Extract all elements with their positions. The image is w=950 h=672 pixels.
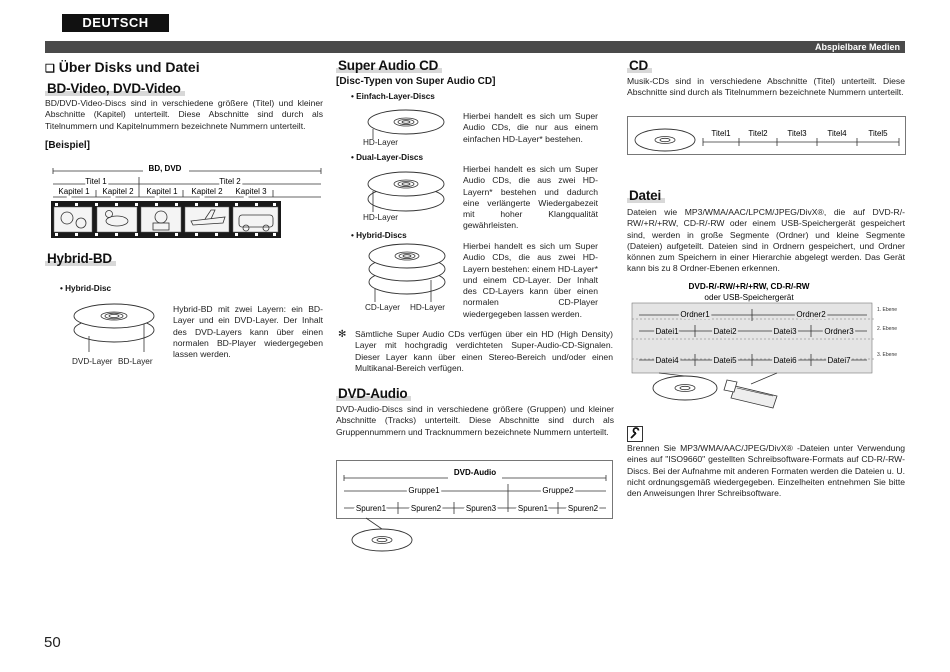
bd-title: BD-Video, DVD-Video bbox=[45, 81, 185, 96]
datei-folder-1: Ordner1 bbox=[680, 310, 710, 319]
wrench-note-icon bbox=[627, 426, 643, 442]
datei-level-2: 2. Ebene bbox=[877, 326, 898, 332]
cd-title: CD bbox=[627, 58, 652, 73]
sacd-title: Super Audio CD bbox=[336, 58, 442, 73]
datei-text: Dateien wie MP3/WMA/AAC/LPCM/JPEG/DivX®, die auf DVD-R/-RW/+R/+RW, CD-R/-RW oder einem USB-Speichergerät gespeichert sind, werden in große Segmente (Ordner) und kleine Segmente (Dateien) aufgeteilt. Dateien sind in Ordnern gespeichert, und Ordner können zum Speichern in einer Hierarchie abgelegt werden. Das Gerät kann bis zu 8 Ordner-Ebenen erkennen. bbox=[627, 207, 905, 274]
sacd-dual-label: HD-Layer bbox=[363, 213, 399, 222]
cd-diagram bbox=[627, 116, 907, 164]
sacd-single-text: Hierbei handelt es sich um Super Audio CDs, die nur aus einem einfachen HD-Layer* bestehen. bbox=[463, 111, 598, 144]
cd-track-4: Titel4 bbox=[827, 129, 847, 138]
sacd-hybrid-disc bbox=[361, 242, 453, 310]
cd-track-2: Titel2 bbox=[748, 129, 768, 138]
bd-diagram bbox=[45, 157, 325, 239]
dvd-audio-top-label: DVD-Audio bbox=[453, 468, 497, 477]
dvd-audio-track-2a: Spuren2 bbox=[410, 504, 442, 513]
sacd-subtitle: [Disc-Typen von Super Audio CD] bbox=[336, 76, 496, 87]
dvd-audio-track-2b: Spuren2 bbox=[567, 504, 599, 513]
datei-file-6: Datei6 bbox=[773, 356, 797, 365]
datei-note: Brennen Sie MP3/WMA/AAC/JPEG/DivX® -Dateien unter Verwendung eines auf "ISO9660" gestellten Schreibsoftware-Formats auf CD-R/-RW-Discs. Bei der Aufnahme mit anderen Formaten werden die Dateien u. U. nicht ordnungsgemäß wiedergegeben. Einzelheiten entnehmen Sie bitte den Anweisungen Ihrer Schreibsoftware. bbox=[627, 443, 906, 499]
hybrid-bd-title: Hybrid-BD bbox=[45, 251, 116, 266]
sacd-type-dual: • Dual-Layer-Discs bbox=[351, 153, 424, 162]
dvd-audio-track-1b: Spuren1 bbox=[517, 504, 549, 513]
language-tab: DEUTSCH bbox=[62, 14, 169, 32]
datei-diagram-title-2: oder USB-Speichergerät bbox=[704, 293, 794, 302]
bd-chapter-2a: Kapitel 2 bbox=[102, 187, 134, 196]
bd-top-label: BD, DVD bbox=[148, 164, 182, 173]
sacd-single-label: HD-Layer bbox=[363, 138, 399, 147]
cd-track-1: Titel1 bbox=[711, 129, 731, 138]
datei-file-3: Datei3 bbox=[773, 327, 797, 336]
datei-file-4: Datei4 bbox=[655, 356, 679, 365]
datei-level-1: 1. Ebene bbox=[877, 307, 898, 313]
hybrid-bd-label-bd: BD-Layer bbox=[118, 357, 153, 366]
dvd-audio-group-2: Gruppe2 bbox=[542, 486, 574, 495]
section-label: Abspielbare Medien bbox=[814, 42, 900, 52]
section-bar bbox=[45, 41, 905, 53]
datei-file-2: Datei2 bbox=[713, 327, 737, 336]
page-number: 50 bbox=[44, 634, 61, 651]
sacd-dual-text: Hierbei handelt es sich um Super Audio CDs, die aus zwei HD-Layern* bestehen und dadurch eine verlängerte Wiedergabezeit mit hoher Klangqualität gewährleisten. bbox=[463, 164, 598, 231]
example-label: [Beispiel] bbox=[45, 140, 91, 151]
sacd-hybrid-label-cd: CD-Layer bbox=[365, 303, 401, 312]
dvd-audio-track-1a: Spuren1 bbox=[355, 504, 387, 513]
dvd-audio-diagram bbox=[336, 460, 614, 556]
main-title: ❑ Über Disks und Datei bbox=[45, 59, 200, 75]
bd-text: BD/DVD-Video-Discs sind in verschiedene größere (Titel) und kleiner Abschnitte (Kapitel) unterteilt. Diese Abschnitte sind durch als Titelnummern und Kapitelnummern bezeichnete Nummern unterteilt. bbox=[45, 98, 323, 131]
bd-chapter-2b: Kapitel 2 bbox=[191, 187, 223, 196]
datei-file-7: Datei7 bbox=[827, 356, 851, 365]
datei-diagram bbox=[627, 278, 905, 413]
datei-title: Datei bbox=[627, 188, 665, 203]
checkbox-icon: ❑ bbox=[45, 63, 55, 75]
datei-folder-3: Ordner3 bbox=[824, 327, 854, 336]
usb-stick-icon bbox=[724, 380, 777, 408]
datei-file-1: Datei1 bbox=[655, 327, 679, 336]
datei-file-5: Datei5 bbox=[713, 356, 737, 365]
datei-folder-2: Ordner2 bbox=[796, 310, 826, 319]
footnote-asterisk: ✻ bbox=[338, 329, 347, 340]
hybrid-bd-text: Hybrid-BD mit zwei Layern: ein BD-Layer und ein DVD-Layer. Der Inhalt des DVD-Layers kann über einen normalen BD-Player wiedergegeben lassen werden. bbox=[173, 304, 323, 360]
datei-diagram-title-1: DVD-R/-RW/+R/+RW, CD-R/-RW bbox=[688, 282, 810, 291]
dvd-audio-title: DVD-Audio bbox=[336, 386, 411, 401]
datei-level-3: 3. Ebene bbox=[877, 352, 898, 358]
cd-track-5: Titel5 bbox=[868, 129, 888, 138]
sacd-footnote: Sämtliche Super Audio CDs verfügen über ein HD (High Density) Layer mit hochgradig verdichteten Super-Audio-CD-Signalen. Dieser Layer kann über einen Stereo-Bereich und/oder einen Multikanal-Bereich verfügen. bbox=[355, 329, 613, 373]
cd-text: Musik-CDs sind in verschiedene Abschnitte (Titel) unterteilt. Diese Abschnitte sind durch als Titelnummern bezeichnete Nummern unterteilt. bbox=[627, 76, 905, 98]
dvd-audio-group-1: Gruppe1 bbox=[408, 486, 440, 495]
sacd-type-single: • Einfach-Layer-Discs bbox=[351, 92, 435, 101]
bd-title-1: Titel 1 bbox=[85, 177, 107, 186]
sacd-hybrid-text: Hierbei handelt es sich um Super Audio CDs, die aus zwei HD-Layern bestehen: einem HD-Layer* und einem CD-Layer. Der Inhalt des CD-Layers kann über einen normalen CD-Player wiedergegeben lassen werden. bbox=[463, 241, 598, 319]
cd-track-3: Titel3 bbox=[787, 129, 807, 138]
hybrid-bd-sub: • Hybrid-Disc bbox=[60, 284, 112, 293]
sacd-type-hybrid: • Hybrid-Discs bbox=[351, 231, 407, 240]
dvd-audio-text: DVD-Audio-Discs sind in verschiedene größere (Gruppen) und kleiner Abschnitte (Tracks) unterteilt. Diese Abschnitte sind durch als Gruppennummern und Tracknummern bezeichnete Nummern unterteilt. bbox=[336, 404, 614, 437]
bd-chapter-3b: Kapitel 3 bbox=[235, 187, 267, 196]
sacd-hybrid-label-hd: HD-Layer bbox=[410, 303, 446, 312]
dvd-audio-track-3a: Spuren3 bbox=[465, 504, 497, 513]
bd-title-2: Titel 2 bbox=[219, 177, 241, 186]
bd-chapter-1b: Kapitel 1 bbox=[146, 187, 178, 196]
hybrid-bd-label-dvd: DVD-Layer bbox=[72, 357, 113, 366]
bd-chapter-1a: Kapitel 1 bbox=[58, 187, 90, 196]
